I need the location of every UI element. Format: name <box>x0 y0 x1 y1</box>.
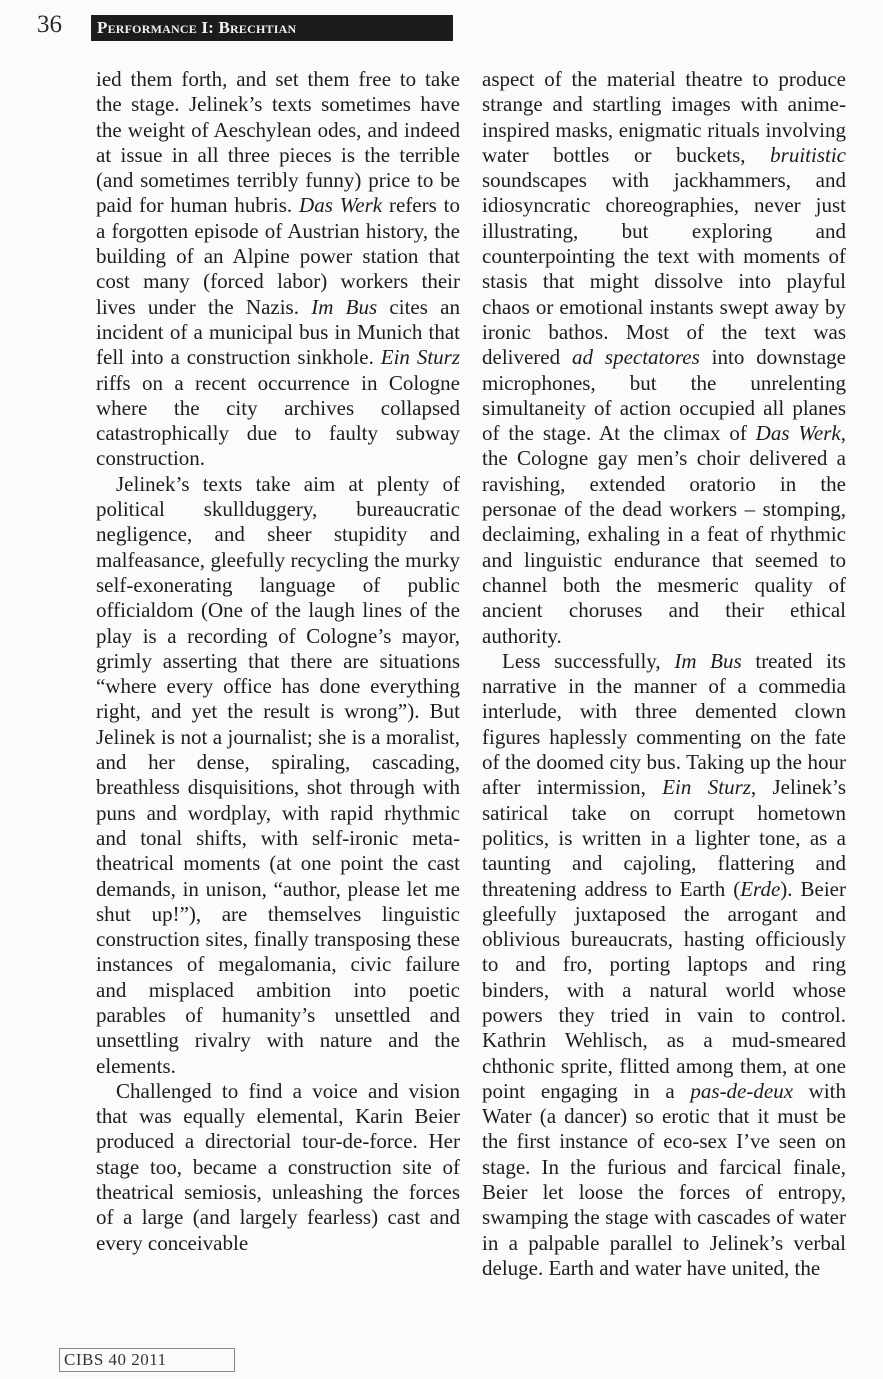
left-column <box>96 67 460 1256</box>
text-run: , the Cologne gay men’s choir delivered a ravishing, extended oratorio in the personae of the dead workers – stomping, declaiming, exhaling in a feat of rhythmic and linguistic endurance that seemed to channel both the mesmeric quality of ancient choruses and their ethical authority. <box>482 421 846 648</box>
text-run: soundscapes with jackhammers, and idiosyncratic choreographies, never just illustrating, but exploring and counterpointing the text with moments of stasis that might dissolve into playful chaos or emotional instants swept away by ironic bathos. Most of the text was delivered <box>482 168 846 370</box>
paragraph <box>482 649 846 1281</box>
paragraph <box>96 472 460 1079</box>
page-number: 36 <box>37 11 62 38</box>
paragraph <box>96 67 460 472</box>
text-run: ). Beier gleefully juxtaposed the arrogant and oblivious bureaucrats, hasting officiously to and fro, porting laptops and ring binders, with a natural world whose powers they tried in vain to control. Kathrin Wehlisch, as a mud-smeared chthonic sprite, flitted among them, at one point engaging in a <box>482 876 846 1103</box>
italic-title: Das Werk <box>755 421 841 446</box>
italic-title: Das Werk <box>299 193 383 218</box>
text-run: cites an incident of a municipal bus in Munich that fell into a construction sinkhole. <box>96 294 460 370</box>
paragraph <box>482 67 846 649</box>
text-run: ied them forth, and set them free to take the stage. Jelinek’s texts sometimes have the weight of Aeschylean odes, and indeed at issue in all three pieces is the terrible (and sometimes terribly funny) price to be paid for human hubris. <box>96 67 460 218</box>
italic-title: bruitistic <box>770 142 846 167</box>
text-run: aspect of the material theatre to produce strange and startling images with anime-inspired masks, enigmatic rituals involving water bottles or buckets, <box>482 67 846 167</box>
italic-title: Ein Sturz <box>662 775 751 800</box>
text-run: with Water (a dancer) so erotic that it must be the first instance of eco-sex I’ve seen on stage. In the furious and farcical finale, Beier let loose the forces of entropy, swamping the stage with cascades of water in a palpable parallel to Jelinek’s verbal deluge. Earth and water have united, the <box>482 1078 846 1280</box>
italic-title: Im Bus <box>311 294 378 319</box>
running-head: Performance I: Brechtian <box>91 15 453 41</box>
text-run: Challenged to find a voice and vision that was equally elemental, Karin Beier produced a directorial tour-de-force. Her stage too, became a construction site of theatrical semiosis, unleashing the forces of a large (and largely fearless) cast and every conceivable <box>96 1078 460 1255</box>
right-column <box>482 67 846 1281</box>
text-run: Jelinek’s texts take aim at plenty of political skullduggery, bureaucratic negligence, and sheer stupidity and malfeasance, gleefully recycling the murky self-exonerating language of public officialdom (One of the laugh lines of the play is a recording of Cologne’s mayor, grimly asserting that there are situations “where every office has done everything right, and yet the result is wrong”). But Jelinek is not a journalist; she is a moralist, and her dense, spiraling, cascading, breathless disquisitions, shot through with puns and wordplay, with rapid rhythmic and tonal shifts, with self-ironic meta-theatrical moments (at one point the cast demands, in unison, “author, please let me shut up!”), are themselves linguistic construction sites, finally transposing these instances of megalomania, civic failure and misplaced ambition into poetic parables of humanity’s unsettled and unsettling rivalry with nature and the elements. <box>96 471 460 1078</box>
journal-footer: CIBS 40 2011 <box>59 1348 235 1372</box>
italic-title: Erde <box>740 876 781 901</box>
text-run: Less successfully, <box>502 648 675 673</box>
italic-title: ad spectatores <box>572 345 700 370</box>
paragraph <box>96 1079 460 1256</box>
italic-title: Im Bus <box>674 648 742 673</box>
italic-title: pas-de-deux <box>690 1078 794 1103</box>
text-run: treated its narrative in the manner of a commedia interlude, with three demented clown figures haplessly commenting on the fate of the doomed city bus. Taking up the hour after intermission, <box>482 648 846 800</box>
text-run: , Jelinek’s satirical take on corrupt hometown politics, is written in a lighter tone, as a taunting and cajoling, flattering and threatening address to Earth ( <box>482 775 847 901</box>
text-run: refers to a forgotten episode of Austrian history, the building of an Alpine power station that cost many (forced labor) workers their lives under the Nazis. <box>96 193 460 319</box>
italic-title: Ein Sturz <box>380 345 461 370</box>
text-run: into downstage microphones, but the unrelenting simultaneity of action occupied all planes of the stage. At the climax of <box>482 345 847 446</box>
text-run: riffs on a recent occurrence in Cologne where the city archives collapsed catastrophically due to faulty subway construction. <box>96 370 460 471</box>
